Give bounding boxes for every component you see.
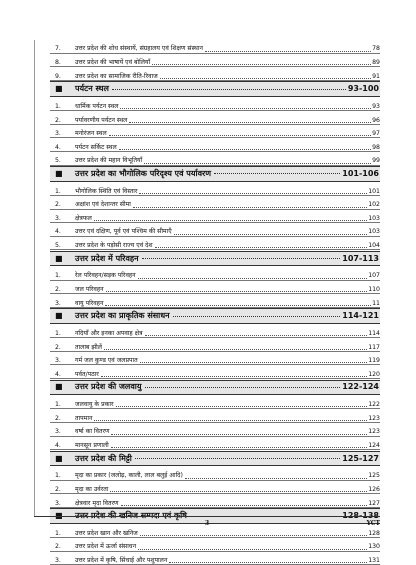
entry-number: 4. xyxy=(55,370,61,378)
entry-number: 3. xyxy=(55,299,61,307)
entry-title: उत्तर प्रदेश के पड़ोसी राज्य एवं देश xyxy=(75,242,153,250)
section-page-range: 122-124 xyxy=(342,382,379,392)
toc-entry xyxy=(50,481,380,495)
entry-page: 103 xyxy=(368,228,380,236)
dot-leader xyxy=(152,64,371,65)
dot-leader xyxy=(185,478,367,479)
toc-entry xyxy=(50,125,380,139)
entry-page: 125 xyxy=(368,472,380,480)
entry-page: 126 xyxy=(368,485,380,493)
entry-title: धार्मिक पर्यटन स्थल xyxy=(75,102,119,110)
dot-leader xyxy=(145,387,341,388)
dot-leader xyxy=(104,349,367,350)
dot-leader xyxy=(111,434,367,435)
entry-title: नदियाँ और इनका अपवाह क्षेत्र xyxy=(75,330,143,338)
dot-leader xyxy=(121,505,368,506)
dot-leader xyxy=(140,535,367,536)
dot-leader xyxy=(155,247,368,248)
entry-page: 122 xyxy=(368,401,380,409)
dot-leader xyxy=(119,149,371,150)
dot-leader xyxy=(145,335,368,336)
dot-leader xyxy=(116,406,368,407)
entry-page: 102 xyxy=(368,201,380,209)
dot-leader xyxy=(101,376,367,377)
toc-entry xyxy=(50,365,380,379)
entry-number: 2. xyxy=(55,286,61,294)
entry-number: 7. xyxy=(55,45,61,53)
entry-title: उत्तर प्रदेश खान और खनिज xyxy=(75,529,138,537)
entry-page: 103 xyxy=(368,214,380,222)
toc-entry xyxy=(50,67,380,81)
toc-entry xyxy=(50,423,380,437)
section-page-range: 107-113 xyxy=(342,253,379,263)
dot-leader xyxy=(205,51,371,52)
entry-page: 78 xyxy=(372,45,380,53)
section-bullet-icon: ■ xyxy=(55,311,63,321)
entry-title: उत्तर एवं दक्षिण, पूर्व एवं पश्चिम की सीमाएँ xyxy=(75,228,172,236)
entry-number: 1. xyxy=(55,401,61,409)
entry-page: 130 xyxy=(368,543,380,551)
dot-leader xyxy=(94,220,367,221)
entry-number: 2. xyxy=(55,201,61,209)
entry-page: 91 xyxy=(372,72,380,80)
toc-section-heading xyxy=(50,251,380,267)
entry-title: रेल परिवहन/सड़क परिवहन xyxy=(75,272,136,280)
section-page-range: 128-138 xyxy=(342,511,379,521)
toc-section-heading xyxy=(50,451,380,467)
section-title: उत्तर प्रदेश की खनिज सम्पदा एवं कृषि xyxy=(75,511,187,521)
dot-leader xyxy=(129,122,371,123)
section-title: उत्तर प्रदेश में परिवहन xyxy=(75,253,139,263)
toc-entry xyxy=(50,494,380,508)
dot-leader xyxy=(169,562,367,563)
entry-page: 131 xyxy=(368,557,380,565)
entry-number: 2. xyxy=(55,343,61,351)
entry-number: 1. xyxy=(55,330,61,338)
toc-entry xyxy=(50,525,380,539)
toc-entry xyxy=(50,352,380,366)
section-bullet-icon: ■ xyxy=(55,382,63,392)
toc-entry xyxy=(50,552,380,565)
dot-leader xyxy=(110,491,367,492)
toc-entry xyxy=(50,152,380,166)
page-number: 3 xyxy=(205,520,210,527)
entry-title: क्षेत्रफल xyxy=(75,214,92,222)
toc-entry xyxy=(50,267,380,281)
section-page-range: 101-106 xyxy=(342,168,379,178)
section-title: उत्तर प्रदेश का भौगोलिक परिदृश्य एवं पर्यावरण xyxy=(75,168,212,178)
toc-entry xyxy=(50,111,380,125)
section-title: उत्तर प्रदेश का प्राकृतिक संसाधन xyxy=(75,311,170,321)
section-title: उत्तर प्रदेश की जलवायु xyxy=(75,382,142,392)
toc-entry xyxy=(50,325,380,339)
entry-number: 4. xyxy=(55,143,61,151)
entry-title: भौगोलिक स्थिति एवं विस्तार xyxy=(75,187,138,195)
entry-page: 93 xyxy=(372,102,380,110)
entry-page: 128 xyxy=(368,529,380,537)
entry-page: 97 xyxy=(372,130,380,138)
toc-entry xyxy=(50,294,380,308)
entry-number: 1. xyxy=(55,102,61,110)
dot-leader xyxy=(214,173,340,174)
section-title: उत्तर प्रदेश की मिट्टी xyxy=(75,453,132,463)
entry-number: 1. xyxy=(55,272,61,280)
entry-title: तालाब झीलें xyxy=(75,343,102,351)
entry-page: 101 xyxy=(368,187,380,195)
entry-page: 107 xyxy=(368,272,380,280)
section-bullet-icon: ■ xyxy=(55,511,63,521)
entry-number: 3. xyxy=(55,428,61,436)
entry-number: 1. xyxy=(55,472,61,480)
dot-leader xyxy=(144,163,371,164)
entry-title: मृदा का उर्वरता xyxy=(75,485,109,493)
toc-entry xyxy=(50,237,380,251)
dot-leader xyxy=(139,193,367,194)
entry-page: 123 xyxy=(368,414,380,422)
toc-entry xyxy=(50,338,380,352)
entry-title: तापमान xyxy=(75,414,93,422)
dot-leader xyxy=(140,362,368,363)
entry-number: 5. xyxy=(55,157,61,165)
entry-page: 104 xyxy=(368,242,380,250)
toc-entry xyxy=(50,182,380,196)
dot-leader xyxy=(112,89,346,90)
entry-title: पर्वत/पठार xyxy=(75,370,99,378)
entry-page: 11 xyxy=(372,299,380,307)
toc-entry xyxy=(50,223,380,237)
toc-entry xyxy=(50,98,380,112)
toc-entry xyxy=(50,196,380,210)
entry-number: 2. xyxy=(55,414,61,422)
dot-leader xyxy=(111,447,367,448)
toc-section-heading xyxy=(50,380,380,396)
entry-title: मनोरंजन स्थल xyxy=(75,130,107,138)
entry-number: 3. xyxy=(55,214,61,222)
dot-leader xyxy=(105,305,371,306)
toc-section-heading xyxy=(50,166,380,182)
entry-title: वर्षा का वितरण xyxy=(75,428,110,436)
entry-number: 2. xyxy=(55,485,61,493)
entry-page: 123 xyxy=(368,428,380,436)
entry-number: 4. xyxy=(55,441,61,449)
entry-title: उत्तर प्रदेश में कृषि, सिंचाई और पशुपालन xyxy=(75,557,168,565)
dot-leader xyxy=(94,420,367,421)
toc-entry xyxy=(50,54,380,68)
section-page-range: 93-100 xyxy=(347,84,379,94)
toc-entry xyxy=(50,538,380,552)
entry-number: 4. xyxy=(55,228,61,236)
section-title: पर्यटन स्थल xyxy=(75,84,109,94)
dot-leader xyxy=(138,549,367,550)
entry-title: जल परिवहन xyxy=(75,286,104,294)
toc-section-heading xyxy=(50,308,380,324)
toc-entry xyxy=(50,40,380,54)
dot-leader xyxy=(174,234,368,235)
dot-leader xyxy=(135,458,340,459)
section-bullet-icon: ■ xyxy=(55,168,63,178)
publisher-code: YCT xyxy=(366,520,380,527)
dot-leader xyxy=(106,291,368,292)
entry-page: 89 xyxy=(372,58,380,66)
entry-number: 3. xyxy=(55,357,61,365)
dot-leader xyxy=(109,135,371,136)
entry-title: उत्तर प्रदेश में ऊर्जा संसाधन xyxy=(75,543,137,551)
entry-number: 9. xyxy=(55,72,61,80)
entry-page: 98 xyxy=(372,143,380,151)
section-page-range: 125-127 xyxy=(342,453,379,463)
toc-entry xyxy=(50,210,380,224)
entry-title: जलवायु के प्रकार xyxy=(75,401,114,409)
entry-number: 2. xyxy=(55,116,61,124)
entry-number: 8. xyxy=(55,58,61,66)
entry-page: 119 xyxy=(368,357,380,365)
entry-page: 110 xyxy=(368,286,380,294)
entry-title: उत्तर प्रदेश की शोध संस्थायें, संग्रहालय एवं शिक्षण संस्थान xyxy=(75,45,203,53)
dot-leader xyxy=(173,316,341,317)
dot-leader xyxy=(142,258,341,259)
section-page-range: 114-121 xyxy=(342,311,379,321)
entry-number: 2. xyxy=(55,543,61,551)
entry-page: 127 xyxy=(368,499,380,507)
entry-number: 1. xyxy=(55,529,61,537)
entry-number: 3. xyxy=(55,499,61,507)
toc-entry xyxy=(50,409,380,423)
dot-leader xyxy=(120,108,371,109)
entry-number: 1. xyxy=(55,187,61,195)
dot-leader xyxy=(160,78,371,79)
section-bullet-icon: ■ xyxy=(55,84,63,94)
entry-title: उत्तर प्रदेश का सामाजिक रीति-रिवाज xyxy=(75,72,158,80)
entry-title: उत्तर प्रदेश की महान विभूतियाँ xyxy=(75,157,143,165)
entry-number: 3. xyxy=(55,130,61,138)
entry-number: 3. xyxy=(55,557,61,565)
toc-section-heading xyxy=(50,81,380,97)
section-bullet-icon: ■ xyxy=(55,453,63,463)
entry-number: 5. xyxy=(55,242,61,250)
toc-entry xyxy=(50,281,380,295)
entry-title: पर्यावरणीय पर्यटन स्थल xyxy=(75,116,128,124)
entry-page: 114 xyxy=(368,330,380,338)
toc-entry xyxy=(50,138,380,152)
toc-entry xyxy=(50,437,380,451)
entry-page: 120 xyxy=(368,370,380,378)
table-of-contents xyxy=(50,40,380,565)
dot-leader xyxy=(138,278,368,279)
entry-page: 99 xyxy=(372,157,380,165)
entry-page: 124 xyxy=(368,441,380,449)
dot-leader xyxy=(133,207,367,208)
entry-title: अक्षांश एवं देशान्तर सीमा xyxy=(75,201,131,209)
entry-page: 117 xyxy=(368,343,380,351)
section-bullet-icon: ■ xyxy=(55,253,63,263)
entry-title: गर्म जल कुण्ड एवं जलप्रपात xyxy=(75,357,138,365)
entry-page: 96 xyxy=(372,116,380,124)
left-margin-rule xyxy=(34,40,35,516)
entry-title: मानसून प्रणाली xyxy=(75,441,109,449)
toc-entry xyxy=(50,396,380,410)
entry-title: मृदा का प्रकार (जलोढ़, काली, लाल बलुई आदि) xyxy=(75,472,183,480)
entry-title: पर्यटन सर्किट स्थल xyxy=(75,143,117,151)
entry-title: क्षेत्रवार मृदा वितरण xyxy=(75,499,119,507)
toc-entry xyxy=(50,467,380,481)
entry-title: उत्तर प्रदेश की भाषायें एवं बोलियाँ xyxy=(75,58,151,66)
entry-title: वायु परिवहन xyxy=(75,299,104,307)
